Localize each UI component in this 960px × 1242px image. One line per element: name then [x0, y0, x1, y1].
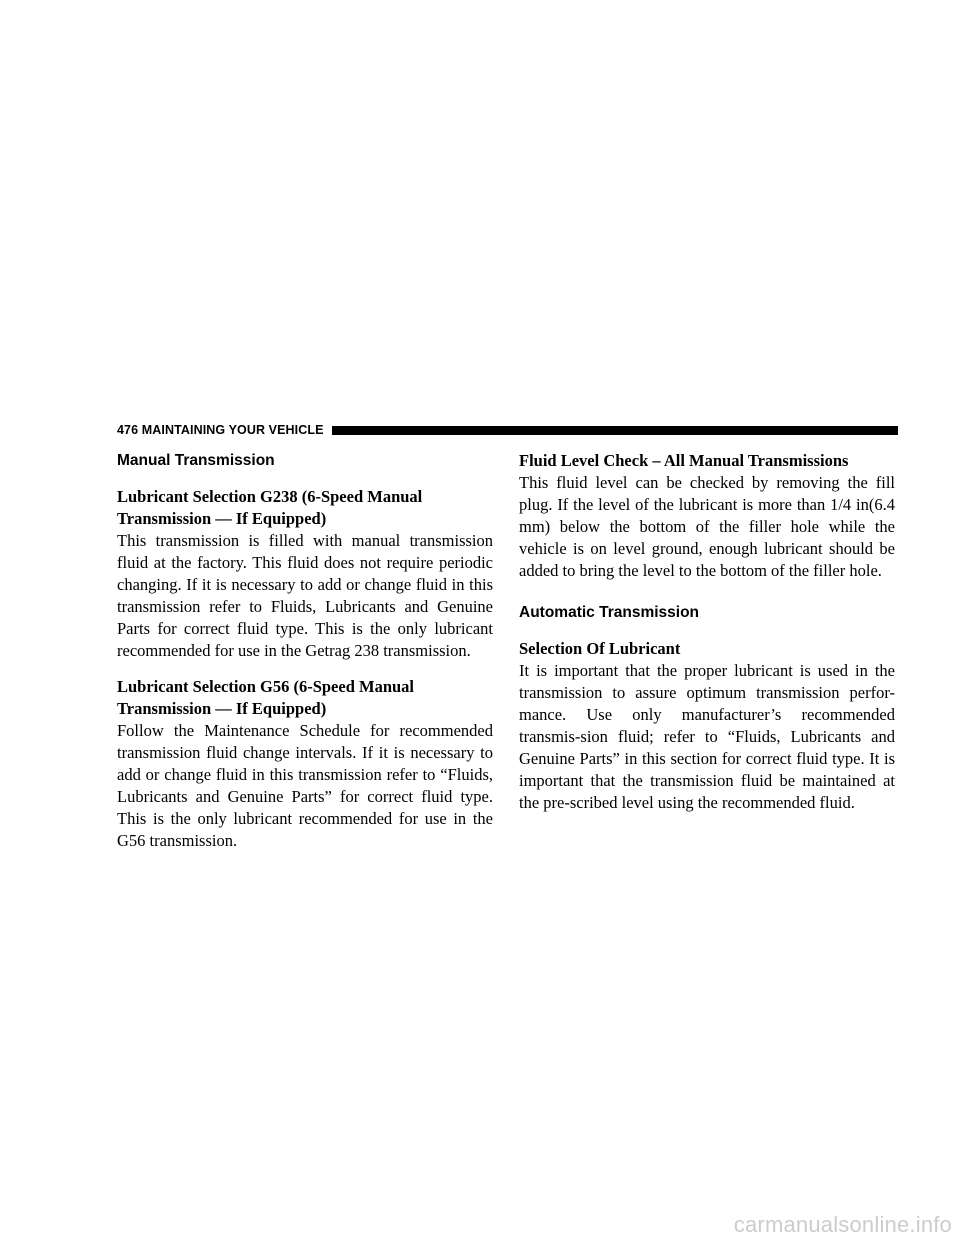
subheading-g238: Lubricant Selection G238 (6-Speed Manual Transmission — If Equipped) [117, 487, 423, 528]
left-column [117, 450, 493, 852]
subheading-selection-of-lubricant: Selection Of Lubricant [519, 639, 681, 658]
subheading-g56: Lubricant Selection G56 (6-Speed Manual Transmission — If Equipped) [117, 677, 415, 718]
paragraph-g56: Follow the Maintenance Schedule for recommended transmission fluid change intervals. If it is necessary to add or change fluid in this transmission refer to “Fluids, Lubricants and Genuine Parts” for correct fluid type. This is the only lubricant recommended for use in the G56 transmission. [117, 721, 493, 850]
section-title-manual-transmission: Manual Transmission [117, 452, 275, 469]
right-column [519, 450, 895, 814]
paragraph-selection-of-lubricant: It is important that the proper lubricant is used in the transmission to assure optimum transmission perfor-mance. Use only manufacturer’s recommended transmis-sion fluid; refer to “Fluids, Lubricants and Genuine Parts” in this section for correct fluid type. It is important that the transmission fluid be maintained at the pre-scribed level using the recommended fluid. [519, 661, 895, 812]
paragraph-g238: This transmission is filled with manual transmission fluid at the factory. This fluid does not require periodic changing. If it is necessary to add or change fluid in this transmission refer to Fluids, Lubricants and Genuine Parts for correct fluid type. This is the only lubricant recommended for use in the Getrag 238 transmission. [117, 531, 493, 660]
paragraph-fluid-level-check: This fluid level can be checked by removing the fill plug. If the level of the lubricant is more than 1/4 in(6.4 mm) below the bottom of the filler hole while the vehicle is on level ground, enough lubricant should be added to bring the level to the bottom of the filler hole. [519, 473, 895, 580]
subheading-fluid-level-check: Fluid Level Check – All Manual Transmissions [519, 451, 849, 470]
section-title-automatic-transmission: Automatic Transmission [519, 604, 700, 621]
page-header [117, 422, 898, 438]
header-rule [332, 426, 898, 435]
watermark: carmanualsonline.info [733, 1212, 952, 1237]
page-number-chapter: 476 MAINTAINING YOUR VEHICLE [117, 423, 324, 437]
